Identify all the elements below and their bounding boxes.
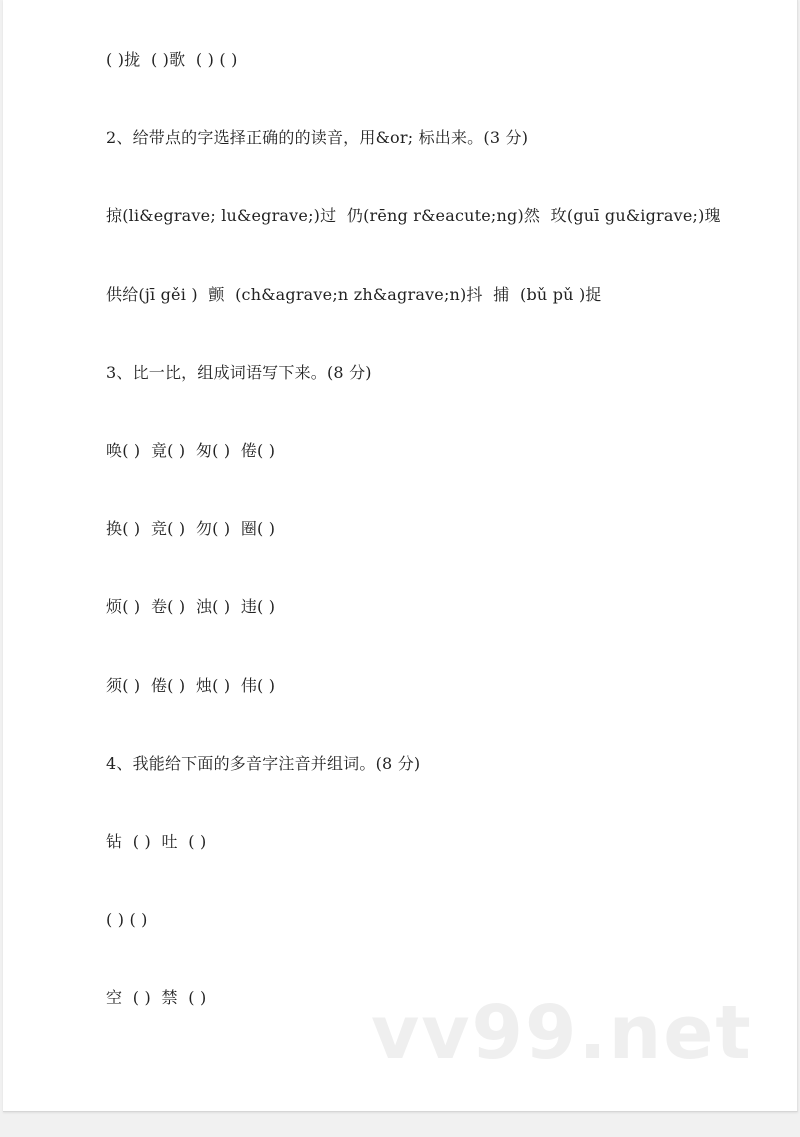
document-page [3, 0, 798, 1112]
site-watermark: vv99.net [371, 990, 753, 1076]
polyphone-row-3: 空 ( ) 禁 ( ) [106, 988, 207, 1007]
question-4-heading: 4、我能给下面的多音字注音并组词。(8 分) [106, 754, 421, 773]
pinyin-choice-line-1: 掠(li&egrave; lu&egrave;)过 仍(rēng r&eacute;ng)然 玫(guī gu&igrave;)瑰 [106, 206, 721, 225]
question-2-heading: 2、给带点的字选择正确的的读音，用&or; 标出来。(3 分) [106, 128, 529, 147]
question-3-heading: 3、比一比，组成词语写下来。(8 分) [106, 363, 372, 382]
word-compare-row-3: 烦( ) 卷( ) 浊( ) 违( ) [106, 597, 276, 616]
word-compare-row-4: 须( ) 倦( ) 烛( ) 伟( ) [106, 676, 276, 695]
pinyin-choice-line-2: 供给(jī gěi ) 颤 (ch&agrave;n zh&agrave;n)抖 捕 (bǔ pǔ )捉 [106, 285, 602, 304]
polyphone-row-1: 钻 ( ) 吐 ( ) [106, 832, 207, 851]
fill-blank-line-1: ( )拢 ( )歌 ( ) ( ) [106, 50, 238, 69]
polyphone-row-2: ( ) ( ) [106, 910, 148, 929]
word-compare-row-1: 唤( ) 竟( ) 匆( ) 倦( ) [106, 441, 276, 460]
word-compare-row-2: 换( ) 竞( ) 勿( ) 圈( ) [106, 519, 276, 538]
